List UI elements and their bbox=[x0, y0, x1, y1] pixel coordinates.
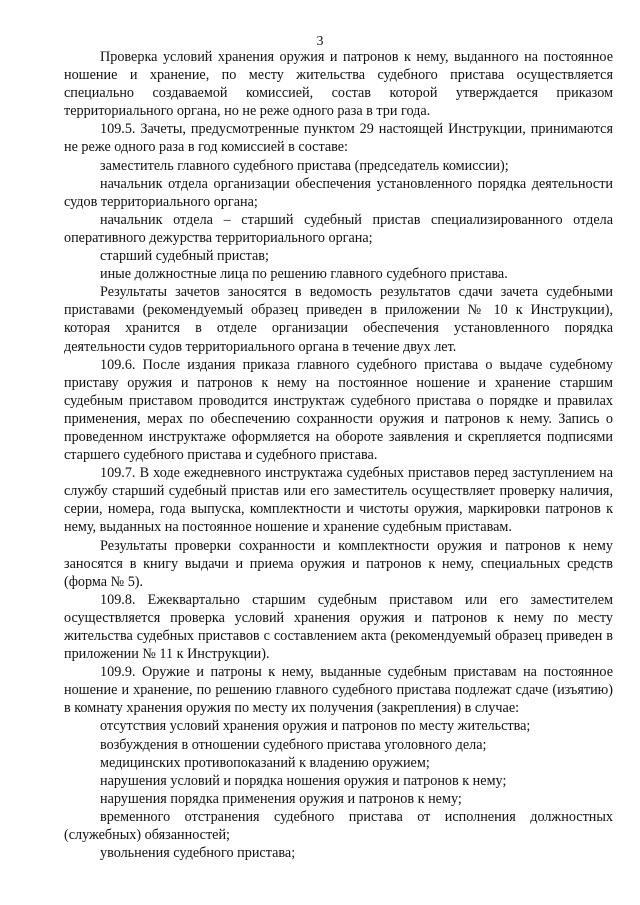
list-item: отсутствия условий хранения оружия и патронов по месту жительства; bbox=[100, 718, 531, 735]
paragraph-clause-109-7: 109.7. В ходе ежедневного инструктажа судебных приставов перед заступлением на службу старший судебный пристав или его заместитель осуществляет проверку наличия, серии, номера, года выпуска, комплектности и чистоты оружия, маркировки патронов к нему, выданных на постоянное ношение и хранение судебным приставам. bbox=[64, 465, 613, 536]
paragraph-clause-109-6: 109.6. После издания приказа главного судебного пристава о выдаче судебному приставу оружия и патронов к нему на постоянное ношение и хранение старшим судебным приставом проводится инструктаж судебного пристава о порядке и правилах применения, мерах по обеспечению сохранности оружия и патронов к нему. Запись о проведенном инструктаже оформляется на обороте заявления и скрепляется подписями старшего судебного пристава и судебного пристава. bbox=[64, 356, 613, 464]
paragraph-clause-109-5: 109.5. Зачеты, предусмотренные пунктом 29 настоящей Инструкции, принимаются не реже одного раза в год комиссией в составе: bbox=[64, 121, 613, 156]
paragraph: начальник отдела – старший судебный пристав специализированного отдела оперативного дежурства территориального органа; bbox=[64, 211, 613, 246]
list-item: увольнения судебного пристава; bbox=[100, 845, 296, 862]
paragraph: начальник отдела организации обеспечения установленного порядка деятельности судов территориального органа; bbox=[64, 175, 613, 210]
list-item: иные должностные лица по решению главного судебного пристава. bbox=[100, 266, 508, 283]
list-item: нарушения условий и порядка ношения оружия и патронов к нему; bbox=[100, 772, 507, 789]
paragraph-clause-109-8: 109.8. Ежеквартально старшим судебным приставом или его заместителем осуществляется проверка условий хранения оружия и патронов к нему по месту жительства судебных приставов с составлением акта (рекомендуемый образец приведен в приложении № 11 к Инструкции). bbox=[64, 591, 613, 663]
list-item: нарушения порядка применения оружия и патронов к нему; bbox=[100, 790, 462, 807]
list-item: заместитель главного судебного пристава (председатель комиссии); bbox=[100, 157, 509, 174]
page-number: 3 bbox=[316, 34, 324, 49]
document-body bbox=[64, 48, 613, 862]
paragraph: Проверка условий хранения оружия и патронов к нему, выданного на постоянное ношение и хранение, по месту жительства судебного пристава осуществляется специально создаваемой комиссией, состав которой утверждается приказом территориального органа, но не реже одного раза в три года. bbox=[64, 49, 613, 120]
paragraph: Результаты проверки сохранности и комплектности оружия и патронов к нему заносятся в книгу выдачи и приема оружия и патронов к нему, специальных средств (форма № 5). bbox=[64, 537, 613, 590]
paragraph-clause-109-9: 109.9. Оружие и патроны к нему, выданные судебным приставам на постоянное ношение и хранение, по решению главного судебного пристава подлежат сдаче (изъятию) в комнату хранения оружия по месту их получения (закрепления) в случае: bbox=[64, 664, 613, 717]
paragraph: Результаты зачетов заносятся в ведомость результатов сдачи зачета судебными приставами (рекомендуемый образец приведен в приложении № 10 к Инструкции), которая хранится в отделе организации обеспечения установленного порядка деятельности судов территориального органа в течение двух лет. bbox=[64, 284, 613, 355]
list-item: старший судебный пристав; bbox=[100, 248, 269, 265]
paragraph: временного отстранения судебного пристава от исполнения должностных (служебных) обязанностей; bbox=[64, 808, 613, 844]
list-item: возбуждения в отношении судебного пристава уголовного дела; bbox=[100, 736, 487, 753]
list-item: медицинских противопоказаний к владению оружием; bbox=[100, 754, 430, 771]
